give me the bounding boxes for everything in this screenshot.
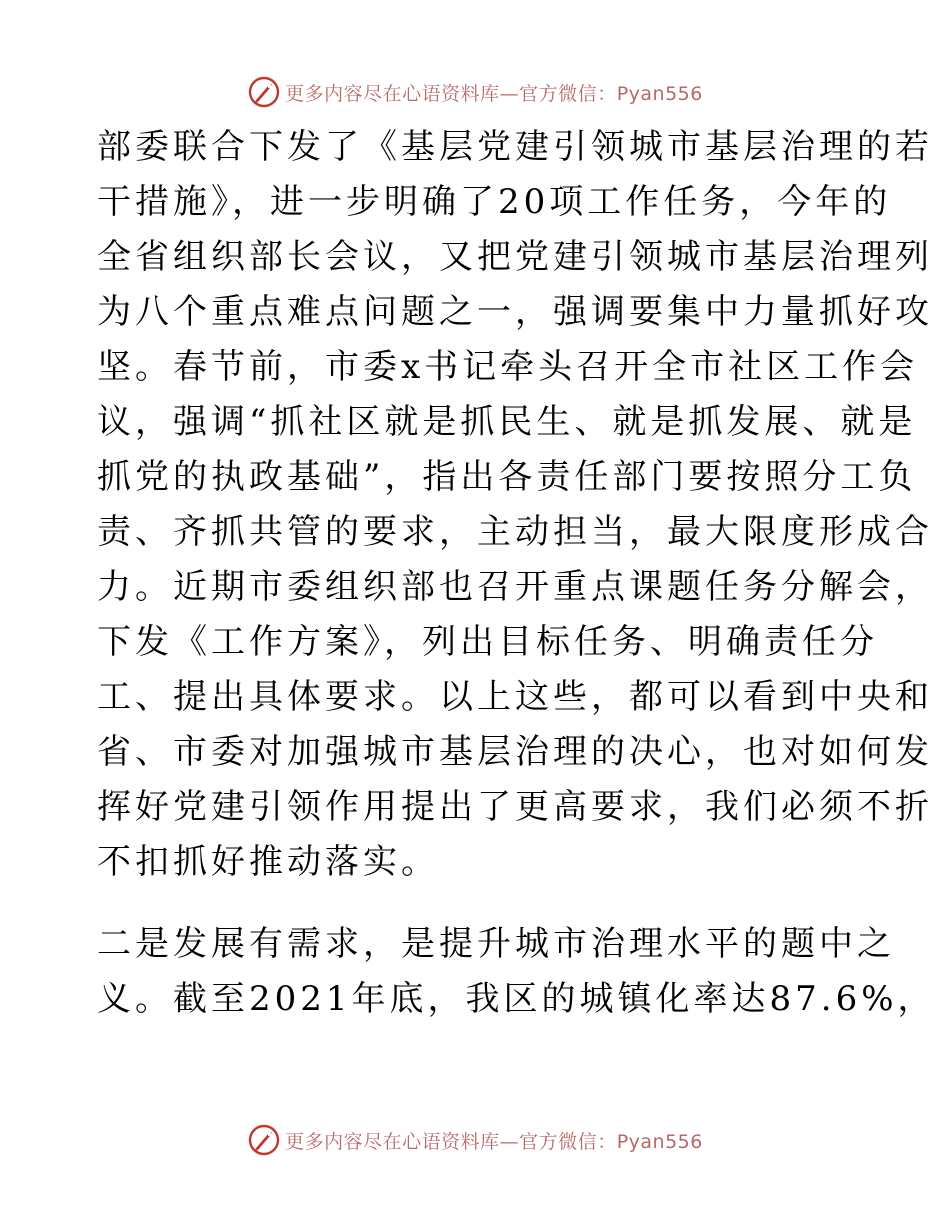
watermark-wechat-id: Pyan556 <box>616 82 703 105</box>
text-line: 为八个重点难点问题之一，强调要集中力量抓好攻 <box>97 292 933 332</box>
watermark-wechat-label: 官方微信： <box>519 1130 617 1153</box>
text-line: 责、齐抓共管的要求，主动担当，最大限度形成合 <box>97 512 933 552</box>
text-line: 挥好党建引领作用提出了更高要求，我们必须不折 <box>97 787 933 827</box>
footer-watermark <box>0 1120 950 1160</box>
paragraph-gap <box>97 890 857 917</box>
text-line: 省、市委对加强城市基层治理的决心，也对如何发 <box>97 732 933 772</box>
text-line: 工、提出具体要求。以上这些，都可以看到中央和 <box>97 677 933 717</box>
watermark-text <box>285 1127 703 1154</box>
paragraph-2 <box>97 917 936 1027</box>
text-line: 部委联合下发了《基层党建引领城市基层治理的若 <box>97 127 933 167</box>
text-line: 不扣抓好推动落实。 <box>97 842 439 882</box>
watermark-wechat-id: Pyan556 <box>616 1130 703 1153</box>
text-line: 二是发展有需求，是提升城市治理水平的题中之 <box>97 924 895 964</box>
text-line: 抓党的执政基础”，指出各责任部门要按照分工负 <box>97 457 917 497</box>
text-line: 义。截至2021年底，我区的城镇化率达87.6%， <box>97 979 936 1019</box>
document-body <box>97 120 936 1027</box>
text-line: 下发《工作方案》，列出目标任务、明确责任分 <box>97 622 878 662</box>
paragraph-1 <box>97 120 933 890</box>
text-line: 力。近期市委组织部也召开重点课题任务分解会， <box>97 567 933 607</box>
watermark-main: 更多内容尽在心语资料库 <box>285 1130 500 1153</box>
header-watermark <box>0 72 950 112</box>
watermark-dash: — <box>499 1130 520 1153</box>
pen-nib-logo-icon <box>247 1123 281 1157</box>
pen-nib-logo-icon <box>247 75 281 109</box>
watermark-dash: — <box>499 82 520 105</box>
watermark-wechat-label: 官方微信： <box>519 82 617 105</box>
text-line: 干措施》，进一步明确了20项工作任务，今年的 <box>97 182 892 222</box>
text-line: 全省组织部长会议，又把党建引领城市基层治理列 <box>97 237 933 277</box>
watermark-main: 更多内容尽在心语资料库 <box>285 82 500 105</box>
text-line: 坚。春节前，市委x书记牵头召开全市社区工作会 <box>97 347 919 387</box>
watermark-text <box>285 79 703 106</box>
text-line: 议，强调“抓社区就是抓民生、就是抓发展、就是 <box>97 402 917 442</box>
